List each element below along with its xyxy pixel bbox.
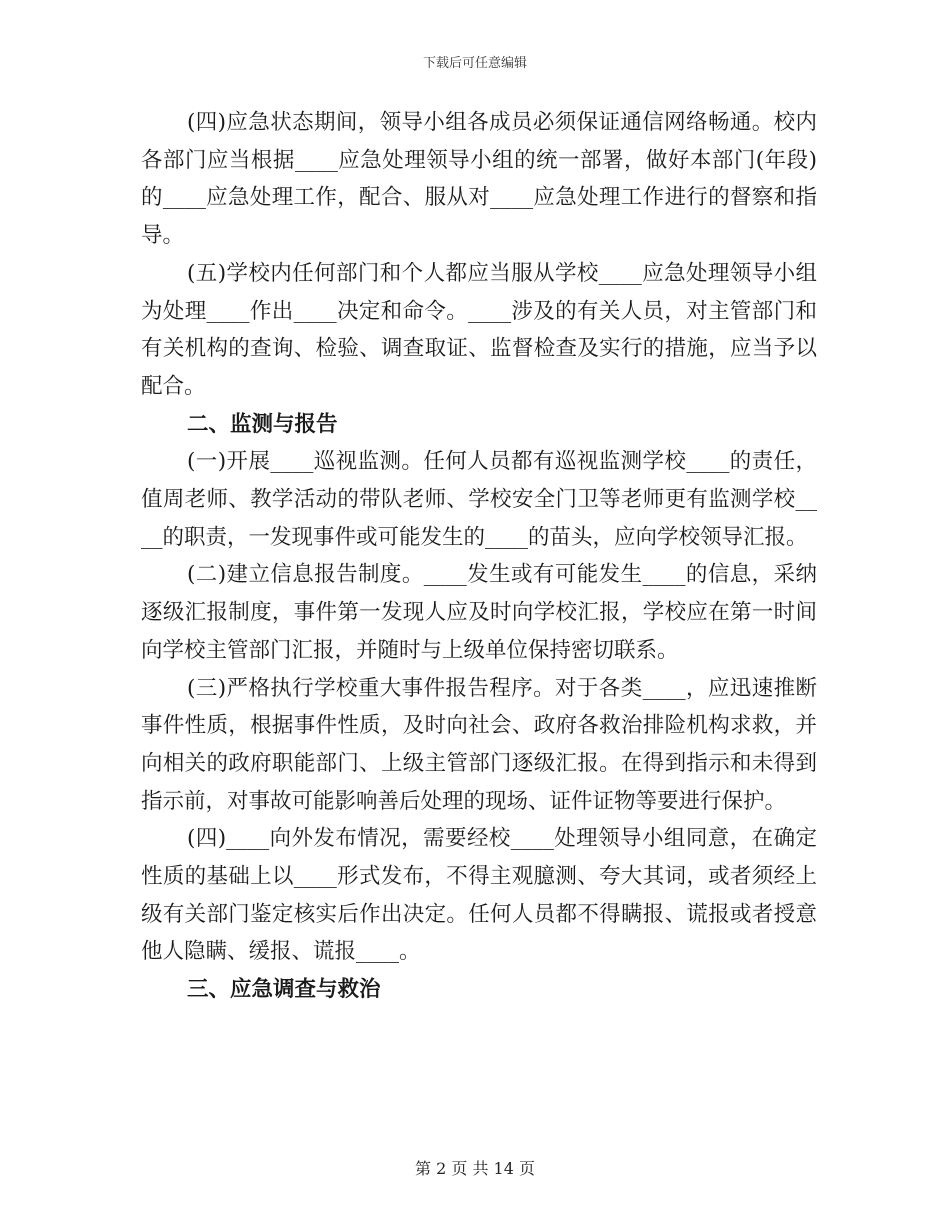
paragraph-emergency-comms: (四)应急状态期间，领导小组各成员必须保证通信网络畅通。校内各部门应当根据____应急处理领导小组的统一部署，做好本部门(年段)的____应急处理工作，配合、服从对____应急处理工作进行的督察和指导。 [141, 110, 817, 249]
page-number: 第 2 页 共 14 页 [415, 1159, 535, 1178]
section-heading-investigation: 三、应急调查与救治 [187, 977, 381, 1003]
page-header-note: 下载后可任意编辑 [422, 56, 527, 71]
section-heading-monitoring: 二、监测与报告 [187, 411, 338, 437]
paragraph-info-reporting: (二)建立信息报告制度。____发生或有可能发生____的信息，采纳逐级汇报制度，事件第一发现人应及时向学校汇报，学校应在第一时间向学校主管部门汇报，并随时与上级单位保持密切联系。 [141, 562, 817, 663]
paragraph-report-procedure: (三)严格执行学校重大事件报告程序。对于各类____，应迅速推断事件性质，根据事件性质，及时向社会、政府各救治排险机构求救，并向相关的政府职能部门、上级主管部门逐级汇报。在得到指示和未得到指示前，对事故可能影响善后处理的现场、证件证物等要进行保护。 [141, 675, 817, 814]
paragraph-obey-decisions: (五)学校内任何部门和个人都应当服从学校____应急处理领导小组为处理____作出____决定和命令。____涉及的有关人员，对主管部门和有关机构的查询、检验、调查取证、监督检查及实行的措施，应当予以配合。 [141, 260, 817, 399]
document-body [141, 104, 817, 1009]
paragraph-patrol-monitoring: (一)开展____巡视监测。任何人员都有巡视监测学校____的责任，值周老师、教学活动的带队老师、学校安全门卫等老师更有监测学校____的职责，一发现事件或可能发生的____的苗头，应向学校领导汇报。 [141, 449, 817, 550]
paragraph-public-release: (四)____向外发布情况，需要经校____处理领导小组同意，在确定性质的基础上以____形式发布，不得主观臆测、夸大其词，或者须经上级有关部门鉴定核实后作出决定。任何人员都不得瞒报、谎报或者授意他人隐瞒、缓报、谎报____。 [141, 826, 817, 965]
